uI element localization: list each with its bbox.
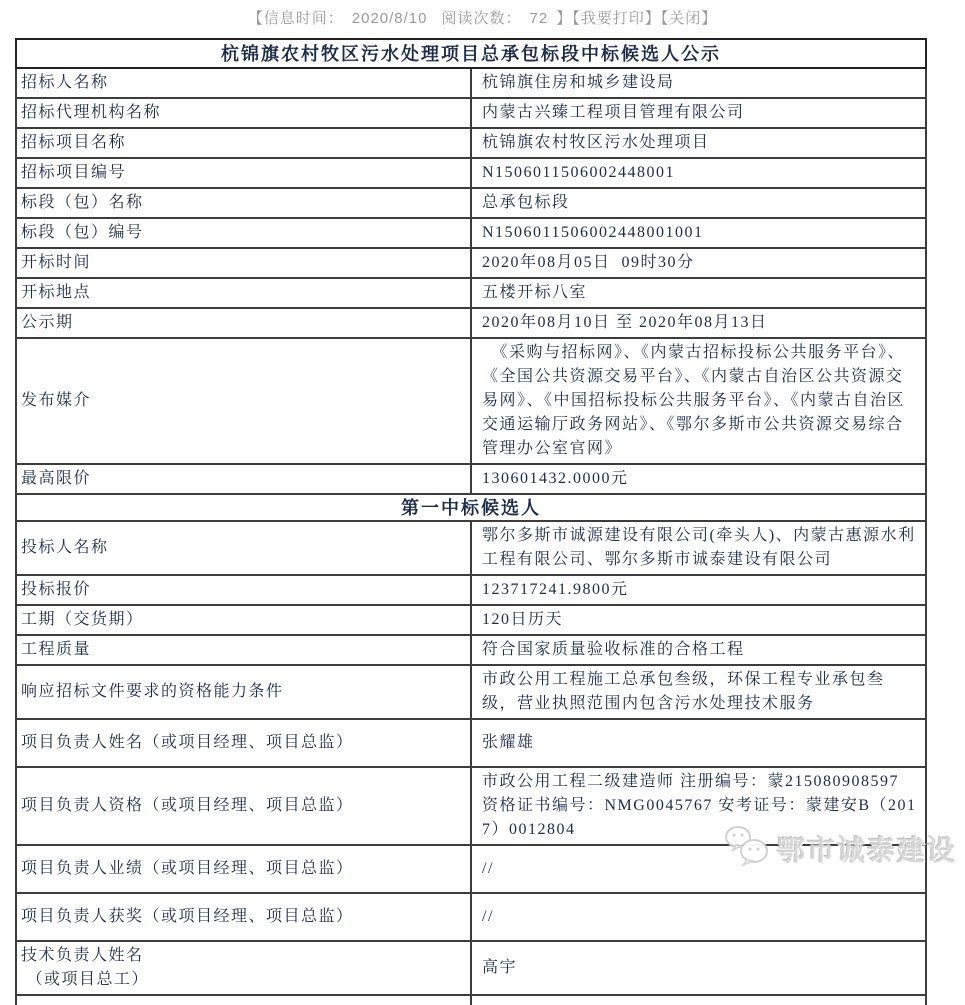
- page-title: 杭锦旗农村牧区污水处理项目总承包标段中标候选人公示: [16, 39, 926, 68]
- row-label: 项目负责人业绩（或项目经理、项目总监）: [16, 845, 471, 893]
- row-value: [471, 995, 926, 1005]
- row-label: 技术负责人姓名 （或项目总工）: [16, 941, 471, 995]
- meta-bar: [0, 0, 965, 31]
- table-row: [16, 845, 926, 893]
- row-value: //: [471, 845, 926, 893]
- section-header-row: [16, 494, 926, 521]
- row-label: 项目负责人资格（或项目经理、项目总监）: [16, 767, 471, 845]
- row-label: 开标时间: [16, 248, 471, 278]
- row-label: 招标项目编号: [16, 158, 471, 188]
- row-label: 公示期: [16, 308, 471, 338]
- row-value: 《采购与招标网》、《内蒙古招标投标公共服务平台》、《全国公共资源交易平台》、《内蒙古自治区公共资源交易网》、《中国招标投标公共服务平台》、《内蒙古自治区交通运输厅政务网站》、《鄂尔多斯市公共资源交易综合管理办公室官网》: [471, 338, 926, 464]
- table-row: [16, 68, 926, 98]
- table-row: [16, 464, 926, 494]
- row-value: 张耀雄: [471, 719, 926, 767]
- watermark-text: 鄂市诚泰建设: [776, 834, 957, 866]
- table-row-media: [16, 338, 926, 464]
- row-value: 130601432.0000元: [471, 464, 926, 494]
- bracket-close: 】: [556, 10, 573, 27]
- table-row: [16, 719, 926, 767]
- table-row: [16, 941, 926, 995]
- row-label: 标段（包）编号: [16, 218, 471, 248]
- table-row-partial: [16, 995, 926, 1005]
- row-value: //: [471, 893, 926, 941]
- row-value: 五楼开标八室: [471, 278, 926, 308]
- row-value: 符合国家质量验收标准的合格工程: [471, 635, 926, 665]
- table-row: [16, 218, 926, 248]
- table-row: [16, 248, 926, 278]
- row-label: 项目负责人获奖（或项目经理、项目总监）: [16, 893, 471, 941]
- row-value: 鄂尔多斯市诚源建设有限公司(牵头人)、内蒙古惠源水利工程有限公司、鄂尔多斯市诚泰建设有限公司: [471, 521, 926, 575]
- table-row: [16, 98, 926, 128]
- table-row: [16, 635, 926, 665]
- row-label: 响应招标文件要求的资格能力条件: [16, 665, 471, 719]
- row-value: 2020年08月05日 09时30分: [471, 248, 926, 278]
- row-label: 最高限价: [16, 464, 471, 494]
- row-label: 标段（包）名称: [16, 188, 471, 218]
- row-label: 招标代理机构名称: [16, 98, 471, 128]
- table-row: [16, 575, 926, 605]
- row-label: 招标人名称: [16, 68, 471, 98]
- table-row: [16, 767, 926, 845]
- row-value: 120日历天: [471, 605, 926, 635]
- section-title: 第一中标候选人: [16, 494, 926, 521]
- table-row: [16, 188, 926, 218]
- row-label: 招标项目名称: [16, 128, 471, 158]
- table-row: [16, 308, 926, 338]
- row-label: [16, 995, 471, 1005]
- table-row: [16, 278, 926, 308]
- info-time-value: 2020/8/10: [351, 10, 428, 27]
- table-row: [16, 521, 926, 575]
- table-row: [16, 128, 926, 158]
- row-label: 发布媒介: [16, 338, 471, 464]
- views-label: 阅读次数：: [441, 10, 522, 27]
- close-button[interactable]: 【关闭】: [660, 10, 718, 27]
- row-value: 内蒙古兴臻工程项目管理有限公司: [471, 98, 926, 128]
- views-value: 72: [529, 10, 549, 27]
- row-value: 总承包标段: [471, 188, 926, 218]
- row-value: N1506011506002448001001: [471, 218, 926, 248]
- row-value: 高宇: [471, 941, 926, 995]
- row-value: 市政公用工程施工总承包叁级，环保工程专业承包叁级，营业执照范围内包含污水处理技术服务: [471, 665, 926, 719]
- row-label: 工期（交货期）: [16, 605, 471, 635]
- row-value: N1506011506002448001: [471, 158, 926, 188]
- bid-announcement-table: [15, 38, 927, 1005]
- table-row: [16, 893, 926, 941]
- table-row: [16, 665, 926, 719]
- row-label: 投标人名称: [16, 521, 471, 575]
- row-value: 123717241.9800元: [471, 575, 926, 605]
- row-value: 杭锦旗住房和城乡建设局: [471, 68, 926, 98]
- row-label: 开标地点: [16, 278, 471, 308]
- table-row: [16, 158, 926, 188]
- row-value: 2020年08月10日 至 2020年08月13日: [471, 308, 926, 338]
- row-label: 项目负责人姓名（或项目经理、项目总监）: [16, 719, 471, 767]
- row-value: 市政公用工程二级建造师 注册编号：蒙215080908597 资格证书编号：NMG0045767 安考证号：蒙建安B（2017）0012804: [471, 767, 926, 845]
- table-title-row: [16, 39, 926, 68]
- row-label: 工程质量: [16, 635, 471, 665]
- table-row: [16, 605, 926, 635]
- row-label: 投标报价: [16, 575, 471, 605]
- print-button[interactable]: 【我要打印】: [572, 10, 661, 27]
- row-value: 杭锦旗农村牧区污水处理项目: [471, 128, 926, 158]
- info-time-label: 【信息时间：: [247, 10, 344, 27]
